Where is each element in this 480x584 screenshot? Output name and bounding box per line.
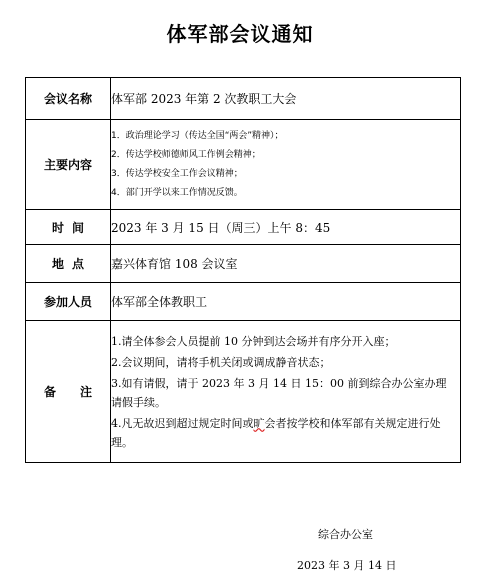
attendees-label: 参加人员 <box>26 283 111 321</box>
content-item: 1．政治理论学习（传达全国“两会”精神）； <box>111 130 284 141</box>
place-label: 地 点 <box>26 245 111 283</box>
content-item: 2．传达学校师德师风工作例会精神； <box>111 149 261 160</box>
time-value: 2023 年 3 月 15 日（周三）上午 8：45 <box>111 210 461 245</box>
remark-item: 2.会议期间，请将手机关闭或调成静音状态； <box>111 355 331 369</box>
meeting-name-label: 会议名称 <box>26 78 111 120</box>
notice-table <box>25 77 461 463</box>
remark-item: 3.如有请假，请于 2023 年 3 月 14 日 15：00 前到综合办公室办理请假手续。 <box>111 376 447 409</box>
time-label: 时 间 <box>26 210 111 245</box>
place-row <box>26 245 461 283</box>
remarks-notes <box>111 321 461 463</box>
content-item: 3．传达学校安全工作会议精神； <box>111 168 243 179</box>
meeting-name-value: 体军部 2023 年第 2 次教职工大会 <box>111 78 461 120</box>
content-item: 4．部门开学以来工作情况反馈。 <box>111 187 243 198</box>
remark-item: 4.凡无故迟到超过规定时间或旷会者按学校和体军部有关规定进行处理。 <box>111 416 441 449</box>
main-content-list <box>111 120 461 210</box>
issue-date: 2023 年 3 月 14 日 <box>297 559 397 572</box>
main-content-label: 主要内容 <box>26 120 111 210</box>
place-value: 嘉兴体育馆 108 会议室 <box>111 245 461 283</box>
attendees-row <box>26 283 461 321</box>
page-title: 体军部会议通知 <box>166 22 314 46</box>
meeting-name-row <box>26 78 461 120</box>
remarks-row <box>26 321 461 463</box>
main-content-row <box>26 120 461 210</box>
time-row <box>26 210 461 245</box>
remarks-label: 备 注 <box>26 321 111 463</box>
attendees-value: 体军部全体教职工 <box>111 283 461 321</box>
issuing-office: 综合办公室 <box>318 528 373 541</box>
remark-item: 1.请全体参会人员提前 10 分钟到达会场并有序分开入座； <box>111 334 396 348</box>
